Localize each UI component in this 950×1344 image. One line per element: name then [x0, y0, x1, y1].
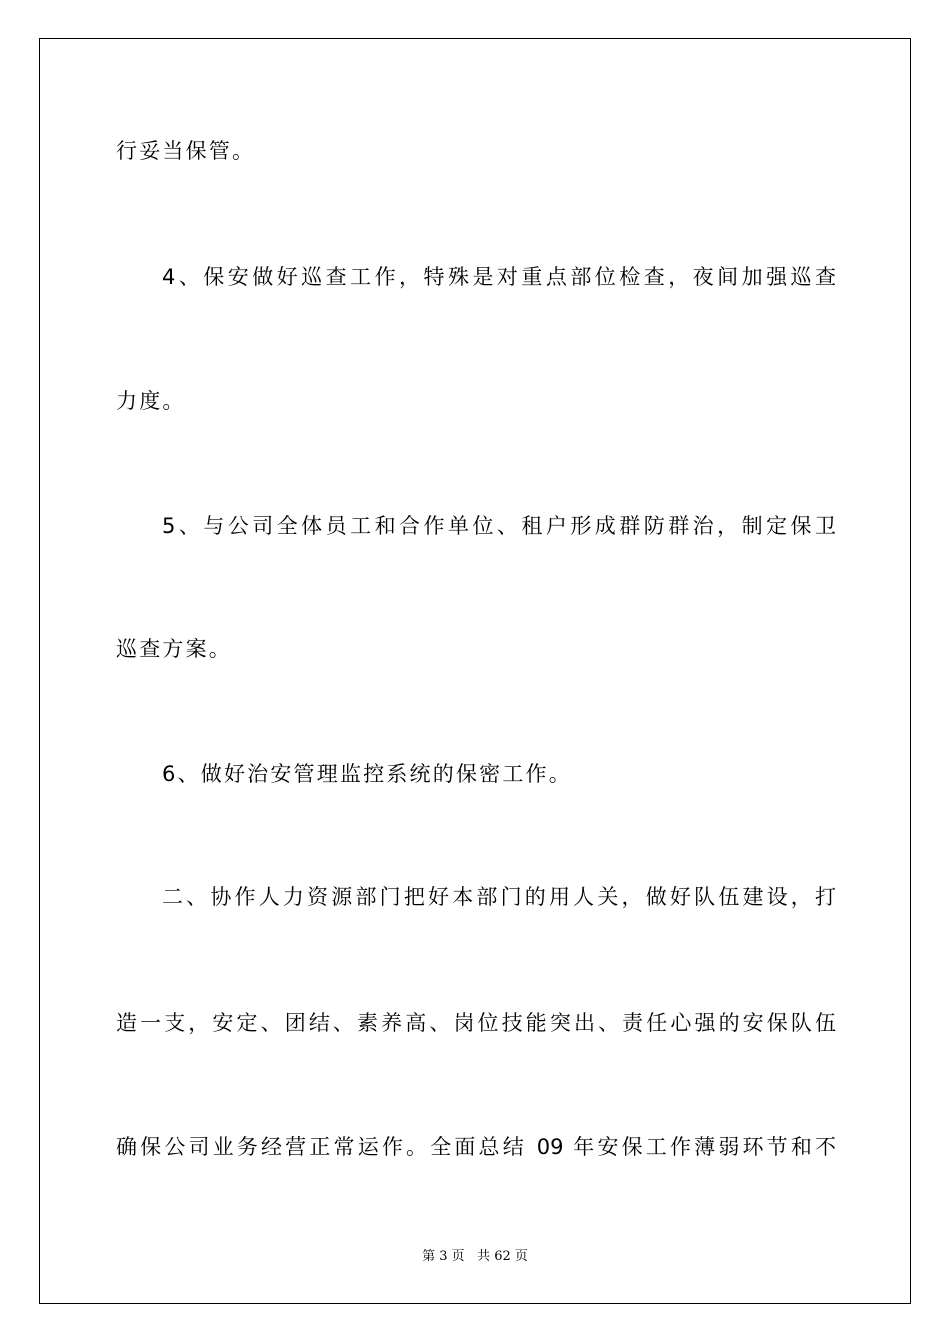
- text-line-4: 5、与公司全体员工和合作单位、租户形成群防群治，制定保卫: [162, 514, 836, 538]
- text-line-5: 巡查方案。: [116, 637, 232, 661]
- page-border: [39, 38, 911, 1304]
- text-line-8: 造一支，安定、团结、素养高、岗位技能突出、责任心强的安保队伍: [116, 1011, 836, 1035]
- text-line-6: 6、做好治安管理监控系统的保密工作。: [162, 762, 572, 786]
- text-line-7: 二、协作人力资源部门把好本部门的用人关，做好队伍建设，打: [162, 885, 836, 909]
- text-line-2: 4、保安做好巡查工作，特殊是对重点部位检查，夜间加强巡查: [162, 265, 836, 289]
- page-number-footer: 第 3 页 共 62 页: [422, 1249, 528, 1264]
- text-line-9: 确保公司业务经营正常运作。全面总结 09 年安保工作薄弱环节和不: [116, 1135, 836, 1159]
- text-line-1: 行妥当保管。: [116, 139, 256, 163]
- text-line-3: 力度。: [116, 389, 186, 413]
